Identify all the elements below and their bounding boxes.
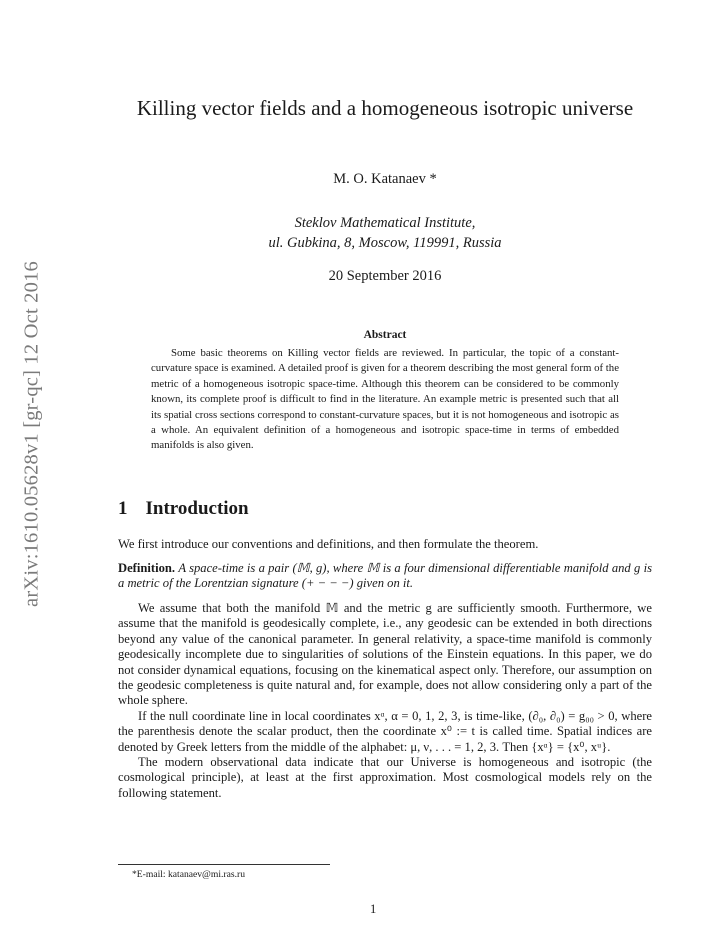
paper-title: Killing vector fields and a homogeneous isotropic universe xyxy=(136,96,634,120)
paper-date: 20 September 2016 xyxy=(328,268,442,284)
intro-paragraph: We first introduce our conventions and definitions, and then formulate the theorem. xyxy=(118,537,539,551)
paragraph-assumptions: We assume that both the manifold 𝕄 and the metric g are sufficiently smooth. Furthermore, we assume that the manifold is geodesically complete, i.e., any geodesic can be extended in both directions beyond any value of the canonical parameter. In general relativity, a space-time manifold is commonly geodesically incomplete due to singularities of solutions of the Einstein equations. In this paper, we do not consider dynamical equations, focusing on the kinematical aspect only. Therefore, our assumption on the geodesic completeness is quite natural and, for example, does not allow considering only a part of the whole sphere. xyxy=(118,601,652,708)
abstract-body: Some basic theorems on Killing vector fields are reviewed. In particular, the topic of a constant-curvature space is examined. A detailed proof is given for a theorem describing the most general form of the metric of a homogeneous isotropic space-time. Although this theorem can be considered to be commonly known, its complete proof is difficult to find in the literature. An example metric is presented such that all its spatial cross sections correspond to constant-curvature spaces, but it is not homogeneous and isotropic as a whole. An equivalent definition of a homogeneous and isotropic space-time in terms of embedded manifolds is also given. xyxy=(151,347,619,452)
footnote-email: *E-mail: katanaev@mi.ras.ru xyxy=(132,869,245,880)
main-text xyxy=(118,601,652,801)
affiliation xyxy=(120,213,650,253)
section-number: 1 xyxy=(118,498,128,519)
arxiv-identifier: arXiv:1610.05628v1 [gr-qc] 12 Oct 2016 xyxy=(20,261,43,607)
footnote-divider xyxy=(118,864,330,865)
page-number: 1 xyxy=(370,902,377,916)
paragraph-cosmology: The modern observational data indicate that our Universe is homogeneous and isotropic (the cosmological principle), at least at the first approximation. Most cosmological models rely on the following statement. xyxy=(118,755,652,800)
definition-paragraph xyxy=(118,561,652,592)
arxiv-sidebar xyxy=(12,224,52,644)
author-name: M. O. Katanaev * xyxy=(333,171,437,187)
abstract-heading: Abstract xyxy=(363,329,407,341)
affiliation-line-1: Steklov Mathematical Institute, xyxy=(294,215,476,231)
section-title: Introduction xyxy=(145,498,249,519)
affiliation-line-2: ul. Gubkina, 8, Moscow, 119991, Russia xyxy=(268,235,502,251)
paragraph-coordinates: If the null coordinate line in local coordinates xᵅ, α = 0, 1, 2, 3, is time-like, (∂₀, ∂₀) = g₀₀ > 0, where the parenthesis denote the scalar product, then the coordinate x⁰ := t is called time. Spatial indices are denoted by Greek letters from the middle of the alphabet: μ, ν, . . . = 1, 2, 3. Then {xᵅ} = {x⁰, xᵘ}. xyxy=(118,708,652,754)
section-heading xyxy=(118,498,249,520)
definition-body: A space-time is a pair (𝕄, g), where 𝕄 is a four dimensional differentiable manifold and g is a metric of the Lorentzian signature (+ − − −) given on it. xyxy=(118,561,653,591)
definition-lead: Definition. xyxy=(118,561,176,575)
